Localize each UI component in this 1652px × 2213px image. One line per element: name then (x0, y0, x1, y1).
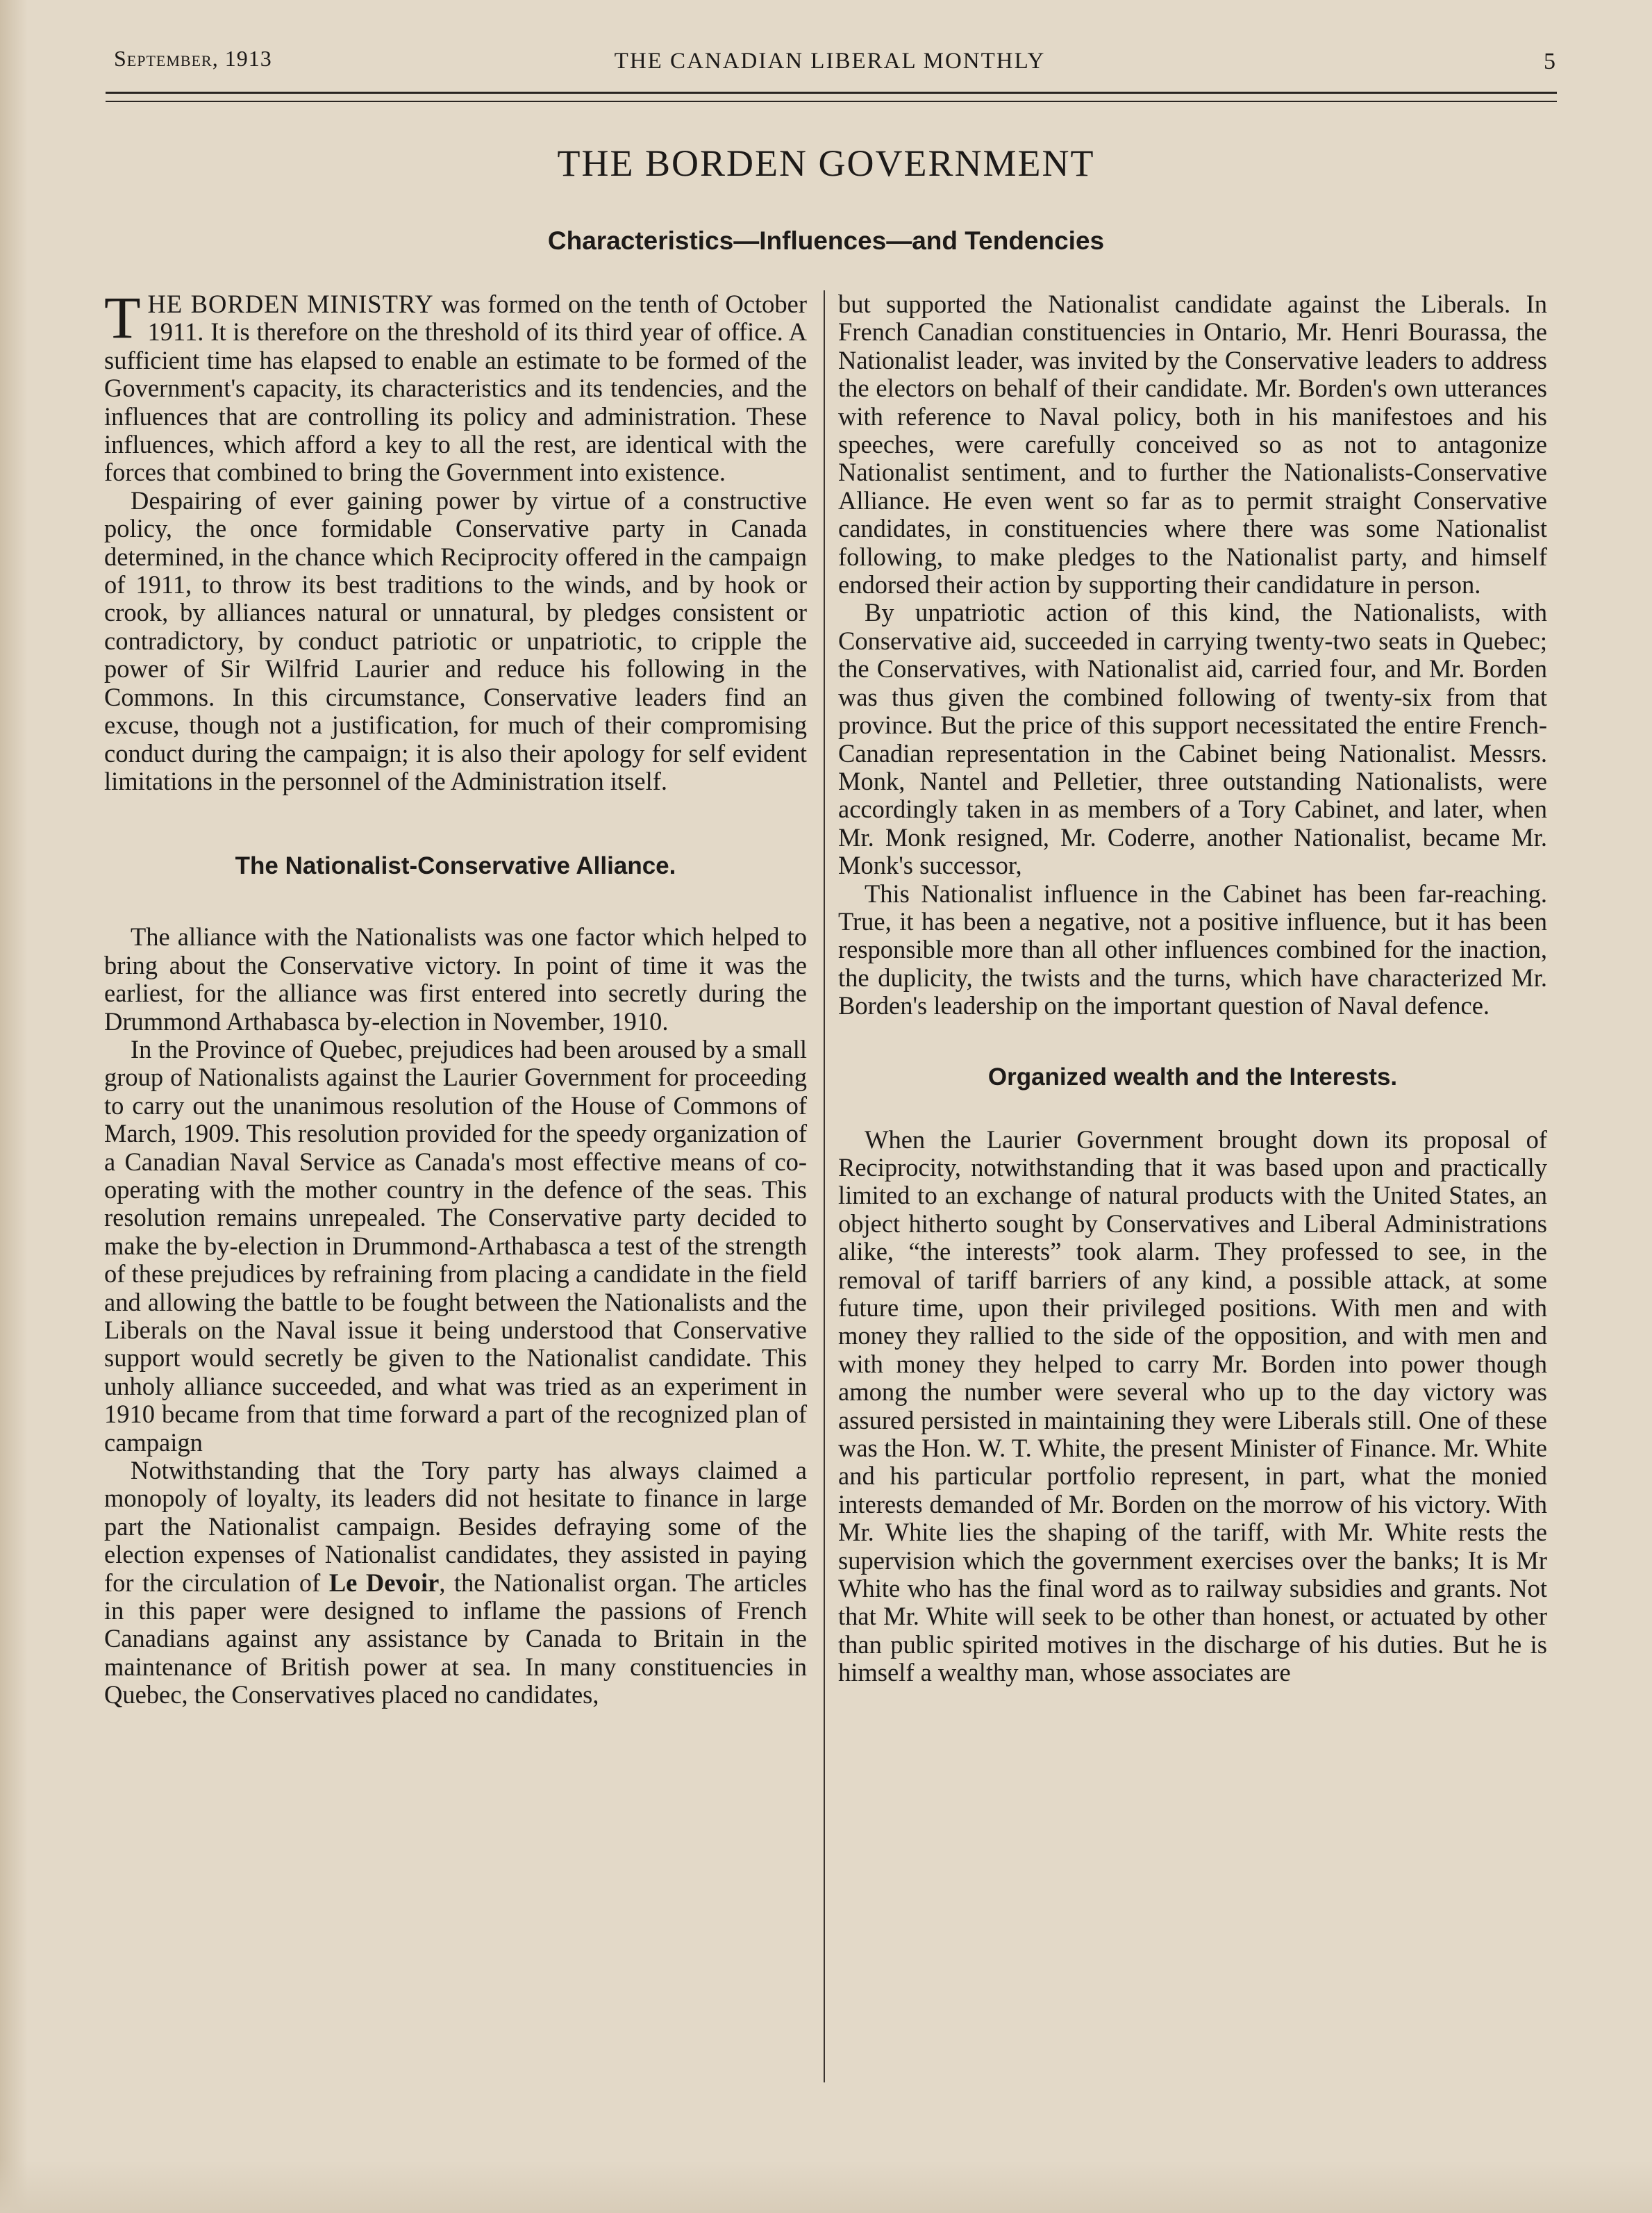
section-heading-nationalist-alliance: The Nationalist-Conservative Alliance. (235, 852, 676, 880)
alliance-paragraph-3-continued: but supported the Nationalist candidate against the Liberals. In French Canadian constituencies in Ontario, Mr. Henri Bourassa, the Nationalist leader, was invited by the Conservative leaders to address the electors on behalf of their candidate. Mr. Borden's own utterances with reference to Naval policy, both in his manifestoes and his speeches, were carefully conceived so as not to antagonize Nationalist sentiment, and to further the Nationalists-Conservative Alliance. He even went so far as to permit straight Conservative candidates, in constituencies where there was some Nationalist following, to make pledges to the Nationalist party, and himself endorsed their action by supporting their candidature in person. (838, 290, 1547, 599)
section-heading-organized-wealth: Organized wealth and the Interests. (987, 1063, 1398, 1091)
alliance-paragraph-5: This Nationalist influence in the Cabinet has been far-reaching. True, it has been a negative, not a positive influence, but it has been responsible more than all other influences combined for the inaction, the duplicity, the twists and the turns, which have characterized Mr. Borden's leadership on the important question of Naval defence. (838, 879, 1547, 1020)
intro-lead-in: HE BORDEN MINISTRY (147, 290, 434, 318)
alliance-paragraph-3-text-b: , the Nationalist organ. The articles in this paper were designed to inflame the passions of French Canadians against any assistance by Canada to Britain in the maintenance of British power at sea. In many constituencies in Quebec, the Conservatives placed no candidates, (104, 1568, 807, 1709)
column-left (104, 284, 807, 1709)
intro-paragraph-1 (104, 284, 807, 487)
running-header (104, 46, 1555, 88)
alliance-paragraph-2: In the Province of Quebec, prejudices had been aroused by a small group of Nationalists against the Laurier Government for proceeding to carry out the unanimous resolution of the House of Commons of March, 1909. This resolution provided for the speedy organization of a Canadian Naval Service as Canada's most effective means of co-operating with the mother country in the defence of the seas. This resolution remains unrepealed. The Conservative party decided to make the by-election in Drummond-Arthabasca a test of the strength of these prejudices by refraining from placing a candidate in the field and allowing the battle to be fought between the Nationalists and the Liberals on the Naval issue it being understood that Conservative support would secretly be given to the Nationalist candidate. This unholy alliance succeeded, and what was tried as an experiment in 1910 became from that time forward a part of the recognized plan of campaign (104, 1034, 807, 1457)
page-shadow-left (0, 0, 28, 2213)
column-divider (824, 290, 825, 2082)
alliance-paragraph-1: The alliance with the Nationalists was one factor which helped to bring about the Conservative victory. In point of time it was the earliest, for the alliance was first entered into secretly during the Drummond Arthabasca by-election in November, 1910. (104, 922, 807, 1036)
le-devoir-name: Le Devoir (328, 1568, 440, 1597)
header-publication: THE CANADIAN LIBERAL MONTHLY (614, 49, 1046, 74)
article-title: THE BORDEN GOVERNMENT (557, 142, 1095, 184)
drop-cap: T (104, 284, 141, 351)
page-shadow-bottom (0, 2160, 1652, 2213)
header-rule-bottom (106, 101, 1557, 102)
alliance-paragraph-3 (104, 1457, 807, 1709)
intro-paragraph-2: Despairing of ever gaining power by virtue of a constructive policy, the once formidable Conservative party in Canada determined, in the chance which Reciprocity offered in the campaign of 1911, to throw its best traditions to the winds, and by hook or crook, by alliances natural or unnatural, by pledges consistent or contradictory, by conduct patriotic or unpatriotic, to cripple the power of Sir Wilfrid Laurier and reduce his following in the Commons. In this circumstance, Conservative leaders find an excuse, though not a justification, for much of their compromising conduct during the campaign; it is also their apology for self evident limitations in the personnel of the Administration itself. (104, 486, 807, 795)
wealth-paragraph-1: When the Laurier Government brought down its proposal of Reciprocity, notwithstanding that it was based upon and practically limited to an exchange of natural products with the United States, an object hitherto sought by Conservatives and Liberal Administrations alike, “the interests” took alarm. They professed to see, in the removal of tariff barriers of any kind, a possible attack, at some future time, upon their privileged positions. With men and with money they rallied to the side of the opposition, and with men and with money they helped to carry Mr. Borden into power though among the number were several who up to the day victory was assured persisted in maintaining they were Liberals still. One of these was the Hon. W. T. White, the present Minister of Finance. Mr. White and his particular portfolio represent, in part, what the monied interests demanded of Mr. Borden on the morrow of his victory. With Mr. White lies the shaping of the tariff, with Mr. White rests the supervision which the government exercises over the banks; It is Mr White who has the final word as to railway subsidies and grants. Not that Mr. White will seek to be other than honest, or actuated by other than public spirited motives in the discharge of his duties. But he is himself a wealthy man, whose associates are (838, 1125, 1547, 1687)
header-date: September, 1913 (114, 46, 272, 71)
alliance-paragraph-3-text-a: Notwithstanding that the Tory party has always claimed a monopoly of loyalty, its leaders did not hesitate to finance in large part the Nationalist campaign. Besides defraying some of the election expenses of Nationalist candidates, they assisted in paying for the circulation of (104, 1456, 807, 1597)
article-subtitle: Characteristics—Influences—and Tendencies (547, 226, 1105, 255)
alliance-paragraph-4: By unpatriotic action of this kind, the Nationalists, with Conservative aid, succeeded in carrying twenty-two seats in Quebec; the Conservatives, with Nationalist aid, carried four, and Mr. Borden was thus given the combined following of twenty-six from that province. But the price of this support necessitated the entire French-Canadian representation in the Cabinet being Nationalist. Messrs. Monk, Nantel and Pelletier, three outstanding Nationalists, were accordingly taken in as members of a Tory Cabinet, and later, when Mr. Monk resigned, Mr. Coderre, another Nationalist, became Mr. Monk's successor, (838, 598, 1547, 880)
column-right (838, 290, 1547, 1687)
header-page-number: 5 (1544, 49, 1555, 74)
intro-paragraph-1-text: was formed on the tenth of October 1911. It is therefore on the threshold of its third year of office. A sufficient time has elapsed to enable an estimate to be formed of the Government's capacity, its characteristics and its tendencies, and the influences that are controlling its policy and administration. These influences, which afford a key to all the rest, are identical with the forces that combined to bring the Government into existence. (104, 290, 807, 487)
header-rule-top (106, 92, 1557, 94)
